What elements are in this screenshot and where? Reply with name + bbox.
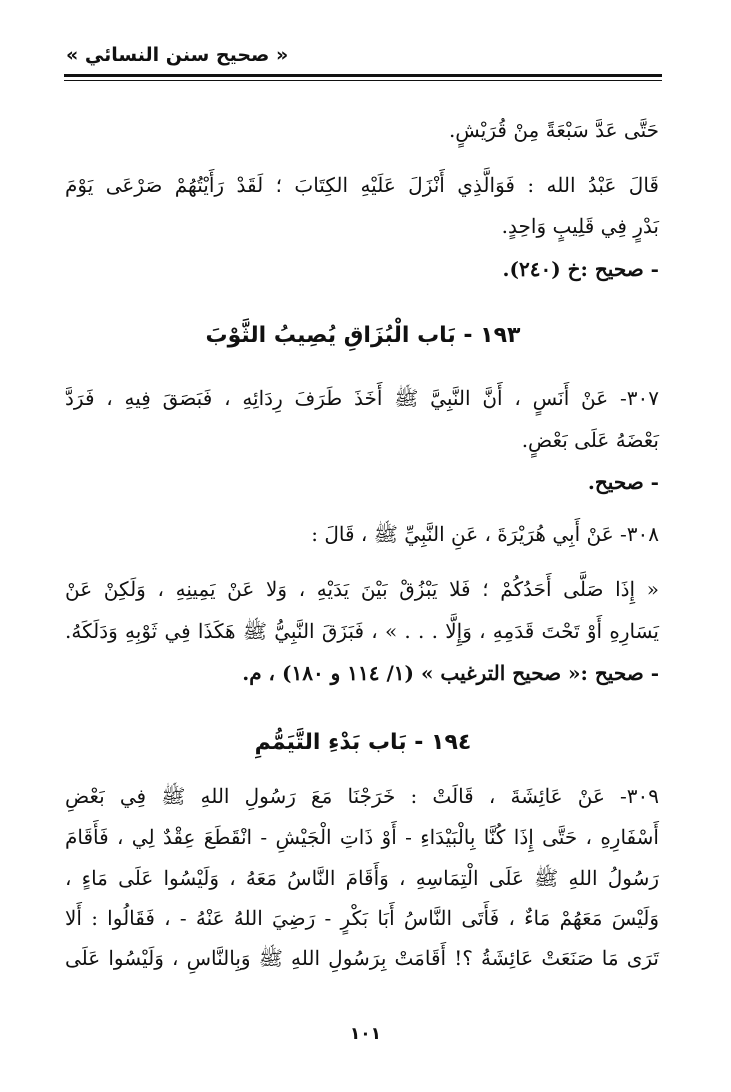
grading-line: - صحيح. xyxy=(587,470,659,494)
hadith-309-line: ٣٠٩- عَنْ عَائِشَةَ ، قَالَتْ : خَرَجْنَا مَعَ رَسُولِ اللهِ ﷺ فِي بَعْضِ xyxy=(65,784,659,808)
text-line: وَلَيْسَ مَعَهُمْ مَاءٌ ، فَأَتَى النَّاسُ أَبَا بَكْرٍ - رَضِيَ اللهُ عَنْهُ - ، فَقَالُوا : أَلا xyxy=(65,906,659,930)
text-line: « إِذَا صَلَّى أَحَدُكُمْ ؛ فَلا يَبْزُقْ بَيْنَ يَدَيْهِ ، وَلا عَنْ يَمِينِهِ ، وَلَكِنْ عَنْ xyxy=(65,577,659,601)
grading-line: - صحيح :خ (٢٤٠). xyxy=(502,257,659,281)
hadith-308-line: ٣٠٨- عَنْ أَبِي هُرَيْرَةَ ، عَنِ النَّبِيِّ ﷺ ، قَالَ : xyxy=(311,522,659,546)
page-number: ١٠١ xyxy=(349,1024,382,1044)
text-line: حَتَّى عَدَّ سَبْعَةً مِنْ قُرَيْشٍ. xyxy=(448,118,659,142)
text-line: تَرَى مَا صَنَعَتْ عَائِشَةُ ؟! أَقَامَتْ بِرَسُولِ اللهِ ﷺ وَبِالنَّاسِ ، وَلَيْسُوا عَلَى xyxy=(65,946,659,970)
chapter-heading-194: ١٩٤ - بَاب بَدْءِ التَّيَمُّمِ xyxy=(254,730,472,755)
text-line: رَسُولُ اللهِ ﷺ عَلَى الْتِمَاسِهِ ، وَأَقَامَ النَّاسُ مَعَهُ ، وَلَيْسُوا عَلَى مَاءٍ ، xyxy=(65,866,659,890)
text-line: بَدْرٍ فِي قَلِيبٍ وَاحِدٍ. xyxy=(501,214,659,238)
text-line: أَسْفَارِهِ ، حَتَّى إِذَا كُنَّا بِالْبَيْدَاءِ - أَوْ ذَاتِ الْجَيْشِ - انْقَطَعَ عِقْدٌ لِي ، فَأَقَامَ xyxy=(65,825,659,849)
grading-line: - صحيح :« صحيح الترغيب » (١/ ١١٤ و ١٨٠) ، م. xyxy=(242,661,659,685)
running-head: « صحيح سنن النسائي » xyxy=(66,44,289,66)
text-line: قَالَ عَبْدُ الله : فَوَالَّذِي أَنْزَلَ عَلَيْهِ الكِتَابَ ؛ لَقَدْ رَأَيْتُهُمْ صَرْعَى يَوْمَ xyxy=(65,173,659,197)
chapter-heading-193: ١٩٣ - بَاب الْبُزَاقِ يُصِيبُ الثَّوْبَ xyxy=(205,323,521,348)
hadith-307-line: ٣٠٧- عَنْ أَنَسٍ ، أَنَّ النَّبِيَّ ﷺ أَخَذَ طَرَفَ رِدَائِهِ ، فَبَصَقَ فِيهِ ، فَرَدَّ xyxy=(65,386,659,410)
header-rule-thin xyxy=(64,80,662,81)
text-line: يَسَارِهِ أَوْ تَحْتَ قَدَمِهِ ، وَإِلَّا . . . » ، فَبَزَقَ النَّبِيُّ ﷺ هَكَذَا فِي ثَوْبِهِ وَدَلَكَهُ. xyxy=(65,619,659,643)
text-line: بَعْضَهُ عَلَى بَعْضٍ. xyxy=(521,428,659,452)
header-rule-thick xyxy=(64,74,662,77)
